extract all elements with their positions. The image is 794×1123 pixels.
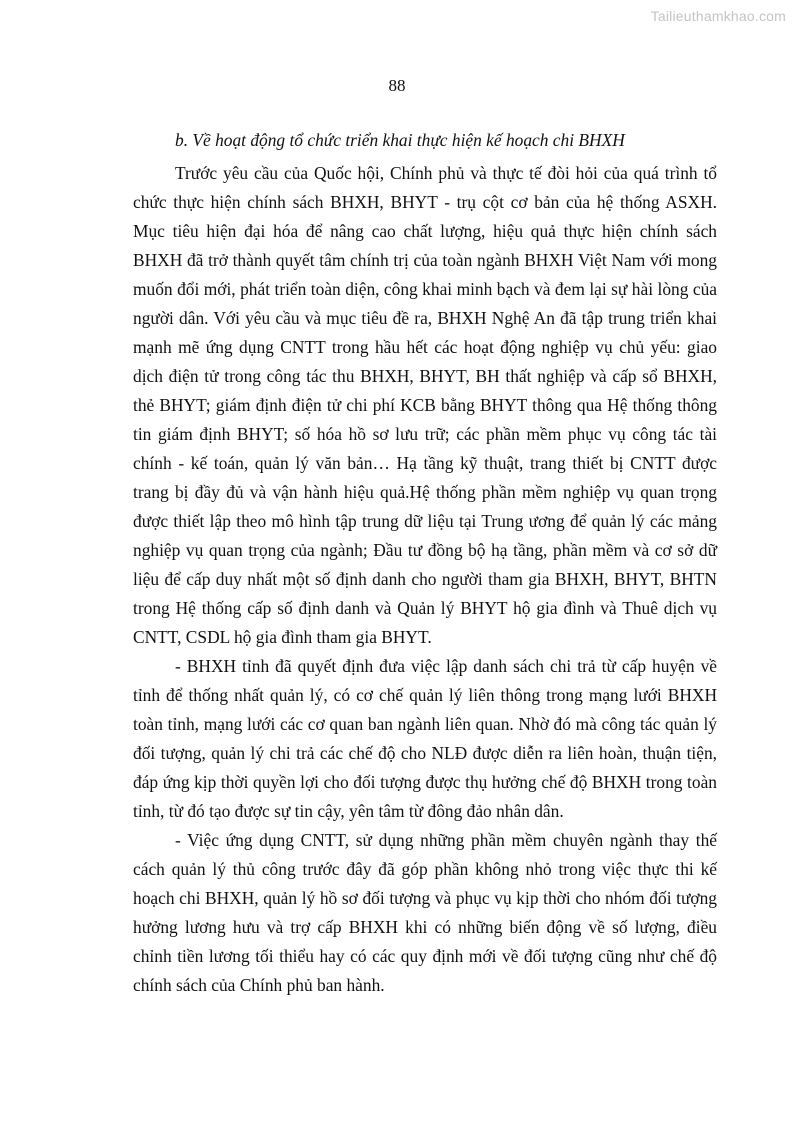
document-body: [133, 126, 717, 1000]
paragraph-intro: Trước yêu cầu của Quốc hội, Chính phủ và thực tế đòi hỏi của quá trình tổ chức thực hiện chính sách BHXH, BHYT - trụ cột cơ bản của hệ thống ASXH. Mục tiêu hiện đại hóa để nâng cao chất lượng, hiệu quả thực hiện chính sách BHXH đã trở thành quyết tâm chính trị của toàn ngành BHXH Việt Nam với mong muốn đổi mới, phát triển toàn diện, công khai minh bạch và đem lại sự hài lòng của người dân. Với yêu cầu và mục tiêu đề ra, BHXH Nghệ An đã tập trung triển khai mạnh mẽ ứng dụng CNTT trong hầu hết các hoạt động nghiệp vụ chủ yếu: giao dịch điện tử trong công tác thu BHXH, BHYT, BH thất nghiệp và cấp sổ BHXH, thẻ BHYT; giám định điện tử chi phí KCB bằng BHYT thông qua Hệ thống thông tin giám định BHYT; số hóa hồ sơ lưu trữ; các phần mềm phục vụ công tác tài chính - kế toán, quản lý văn bản… Hạ tầng kỹ thuật, trang thiết bị CNTT được trang bị đầy đủ và vận hành hiệu quả.Hệ thống phần mềm nghiệp vụ quan trọng được thiết lập theo mô hình tập trung dữ liệu tại Trung ương để quản lý các mảng nghiệp vụ quan trọng của ngành; Đầu tư đồng bộ hạ tầng, phần mềm và cơ sở dữ liệu để cấp duy nhất một số định danh cho người tham gia BHXH, BHYT, BHTN trong Hệ thống cấp số định danh và Quản lý BHYT hộ gia đình và Thuê dịch vụ CNTT, CSDL hộ gia đình tham gia BHYT.: [133, 163, 717, 647]
paragraph-bullet-1: - BHXH tỉnh đã quyết định đưa việc lập danh sách chi trả từ cấp huyện về tỉnh để thống nhất quản lý, có cơ chế quản lý liên thông trong mạng lưới BHXH toàn tỉnh, mạng lưới các cơ quan ban ngành liên quan. Nhờ đó mà công tác quản lý đối tượng, quản lý chi trả các chế độ cho NLĐ được diễn ra liên hoàn, thuận tiện, đáp ứng kịp thời quyền lợi cho đối tượng được thụ hưởng chế độ BHXH trong toàn tỉnh, từ đó tạo được sự tin cậy, yên tâm từ đông đảo nhân dân.: [133, 656, 717, 821]
section-heading: b. Về hoạt động tổ chức triển khai thực hiện kế hoạch chi BHXH: [175, 130, 625, 150]
page-number: 88: [388, 76, 406, 95]
watermark: Tailieuthamkhao.com: [650, 8, 786, 24]
paragraph-bullet-2: - Việc ứng dụng CNTT, sử dụng những phần mềm chuyên ngành thay thế cách quản lý thủ công trước đây đã góp phần không nhỏ trong việc thực thi kế hoạch chi BHXH, quản lý hồ sơ đối tượng và phục vụ kịp thời cho nhóm đối tượng hưởng lương hưu và trợ cấp BHXH khi có những biến động về số lượng, điều chỉnh tiền lương tối thiểu hay có các quy định mới về đối tượng cũng như chế độ chính sách của Chính phủ ban hành.: [133, 830, 717, 995]
